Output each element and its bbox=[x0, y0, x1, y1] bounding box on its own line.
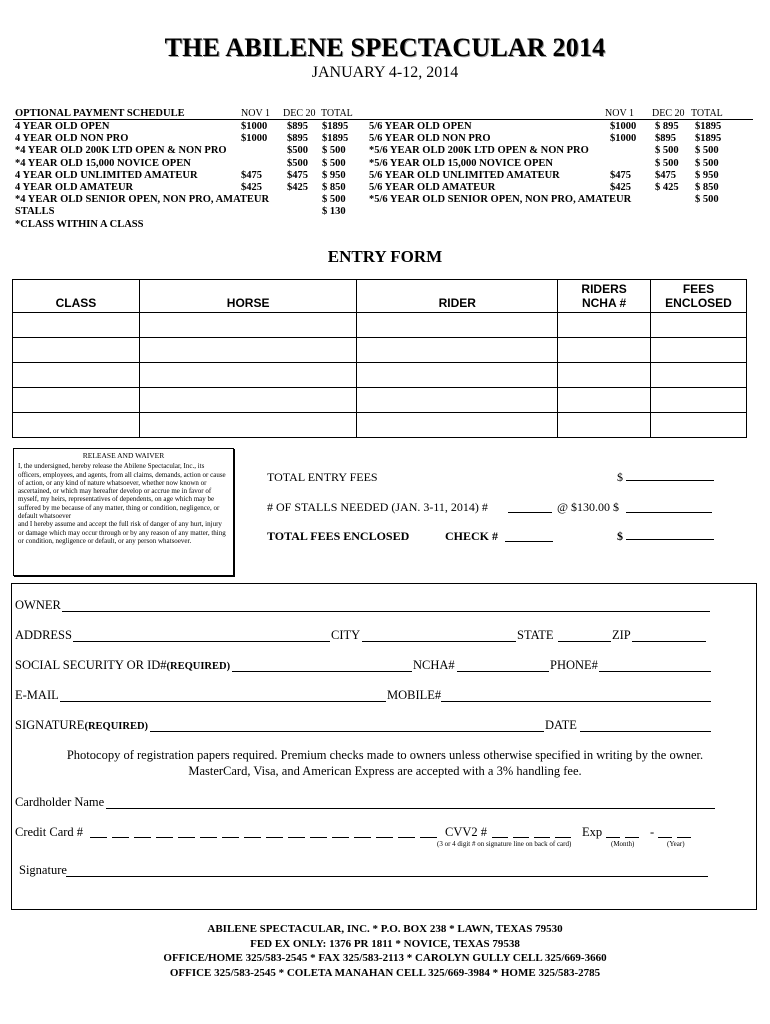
mobile-label: MOBILE# bbox=[387, 688, 442, 702]
city-label: CITY bbox=[331, 628, 361, 642]
email-field[interactable] bbox=[60, 688, 386, 702]
schedule-nov-value: $1000 bbox=[241, 133, 268, 145]
schedule-total-value: $1895 bbox=[695, 133, 722, 145]
schedule-class-label: *5/6 YEAR OLD SENIOR OPEN, NON PRO, AMATEUR bbox=[369, 194, 632, 206]
schedule-class-label: *5/6 YEAR OLD 200K LTD OPEN & NON PRO bbox=[369, 145, 589, 157]
exp-label: Exp bbox=[582, 825, 603, 839]
digit-blank[interactable] bbox=[112, 827, 129, 838]
schedule-total-value: $1895 bbox=[322, 121, 349, 132]
schedule-class-label: 4 YEAR OLD NON PRO bbox=[15, 133, 129, 145]
schedule-total-value: $ 500 bbox=[322, 194, 346, 206]
ssn-label: SOCIAL SECURITY OR ID#(REQUIRED) bbox=[15, 658, 231, 672]
ncha-cell[interactable] bbox=[558, 313, 651, 338]
total-fees-enclosed-label: TOTAL FEES ENCLOSED bbox=[267, 529, 410, 543]
ncha-cell[interactable] bbox=[558, 338, 651, 363]
cvv2-label: CVV2 # bbox=[445, 825, 488, 839]
schedule-dec-value: $475 bbox=[655, 169, 676, 181]
month-hint: (Month) bbox=[611, 840, 635, 848]
digit-blank[interactable] bbox=[534, 827, 550, 838]
schedule-class-label: 4 YEAR OLD AMATEUR bbox=[15, 182, 134, 193]
footer-line-2: FED EX ONLY: 1376 PR 1811 * NOVICE, TEXAS 79538 bbox=[250, 937, 520, 950]
phone-label: PHONE# bbox=[550, 658, 598, 672]
digit-blank[interactable] bbox=[90, 827, 107, 838]
col-total-left: TOTAL bbox=[321, 108, 353, 119]
stalls-needed-label: # OF STALLS NEEDED (JAN. 3-11, 2014) # bbox=[267, 500, 488, 514]
digit-blank[interactable] bbox=[266, 827, 283, 838]
schedule-class-label: *5/6 YEAR OLD 15,000 NOVICE OPEN bbox=[369, 157, 553, 169]
exp-dash: - bbox=[650, 825, 655, 839]
owner-field[interactable] bbox=[62, 598, 710, 612]
horse-cell[interactable] bbox=[139, 338, 357, 363]
schedule-dec-value: $895 bbox=[287, 133, 308, 145]
rider-cell[interactable] bbox=[357, 413, 558, 438]
schedule-total-value: $ 850 bbox=[695, 182, 719, 193]
fees-cell[interactable] bbox=[651, 313, 747, 338]
digit-blank[interactable] bbox=[658, 827, 672, 838]
digit-blank[interactable] bbox=[222, 827, 239, 838]
schedule-class-label: STALLS bbox=[15, 206, 55, 218]
stalls-count-field[interactable] bbox=[508, 500, 552, 513]
col-nov-left: NOV 1 bbox=[241, 108, 270, 119]
digit-blank[interactable] bbox=[555, 827, 571, 838]
schedule-dec-value: $ 425 bbox=[655, 182, 679, 193]
address-label: ADDRESS bbox=[15, 628, 72, 642]
page-title: THE ABILENE SPECTACULAR 2014 bbox=[164, 33, 606, 62]
schedule-total-value: $ 850 bbox=[322, 182, 346, 193]
col-fees-enclosed: FEES ENCLOSED bbox=[651, 280, 747, 313]
email-label: E-MAIL bbox=[15, 688, 59, 702]
schedule-total-value: $ 950 bbox=[322, 169, 346, 181]
fees-cell[interactable] bbox=[651, 338, 747, 363]
schedule-nov-value: $1000 bbox=[610, 133, 637, 145]
ncha-field[interactable] bbox=[457, 658, 549, 672]
footer-line-3: OFFICE/HOME 325/583-2545 * FAX 325/583-2113 * CAROLYN GULLY CELL 325/669-3660 bbox=[163, 952, 607, 964]
schedule-class-label: 5/6 YEAR OLD AMATEUR bbox=[369, 182, 496, 193]
schedule-nov-value: $475 bbox=[241, 169, 262, 181]
ncha-cell[interactable] bbox=[558, 413, 651, 438]
digit-blank[interactable] bbox=[288, 827, 305, 838]
rider-cell[interactable] bbox=[357, 313, 558, 338]
rider-cell[interactable] bbox=[357, 388, 558, 413]
schedule-class-label: *CLASS WITHIN A CLASS bbox=[15, 218, 144, 230]
schedule-dec-value: $895 bbox=[655, 133, 676, 145]
col-rider: RIDER bbox=[357, 280, 558, 313]
registration-note: Photocopy of registration papers required. Premium checks made to owners unless otherwise specified in writing by the owner. bbox=[66, 748, 704, 762]
waiver-body: I, the undersigned, hereby release the Abilene Spectacular, Inc., its officers, employees, and agents, from all claims, demands, action or cause of action, or any kind of nature whatsoever, whether now known or ascertained, or which may hereafter develop or accrue me in favor of myself, my heirs, representatives of dependents, on age which may be suffered by me because of any matter, thing or condition, negligence, or default whatsoever bbox=[18, 462, 226, 521]
credit-card-field[interactable] bbox=[90, 825, 442, 843]
digit-blank[interactable] bbox=[376, 827, 393, 838]
entry-row[interactable] bbox=[13, 388, 747, 413]
schedule-class-label: 5/6 YEAR OLD OPEN bbox=[369, 121, 472, 132]
schedule-total-value: $ 130 bbox=[322, 206, 346, 218]
schedule-nov-value: $425 bbox=[610, 182, 631, 193]
schedule-total-value: $1895 bbox=[322, 133, 349, 145]
city-field[interactable] bbox=[362, 628, 516, 642]
schedule-heading: OPTIONAL PAYMENT SCHEDULE bbox=[15, 108, 185, 119]
digit-blank[interactable] bbox=[398, 827, 415, 838]
schedule-class-label: *4 YEAR OLD SENIOR OPEN, NON PRO, AMATEUR bbox=[15, 194, 270, 206]
signature-label: SIGNATURE(REQUIRED) bbox=[15, 718, 149, 732]
entry-row[interactable] bbox=[13, 313, 747, 338]
class-cell[interactable] bbox=[13, 313, 140, 338]
zip-label: ZIP bbox=[612, 628, 631, 642]
credit-card-label: Credit Card # bbox=[15, 825, 84, 839]
horse-cell[interactable] bbox=[139, 413, 357, 438]
state-field[interactable] bbox=[558, 628, 611, 642]
col-riders-ncha: RIDERS NCHA # bbox=[558, 280, 651, 313]
schedule-class-label: 5/6 YEAR OLD NON PRO bbox=[369, 133, 491, 145]
signature2-field[interactable] bbox=[66, 863, 708, 877]
schedule-total-value: $ 950 bbox=[695, 169, 719, 181]
rider-cell[interactable] bbox=[357, 338, 558, 363]
digit-blank[interactable] bbox=[156, 827, 173, 838]
zip-field[interactable] bbox=[632, 628, 706, 642]
digit-blank[interactable] bbox=[625, 827, 639, 838]
event-dates: JANUARY 4-12, 2014 bbox=[311, 64, 459, 81]
schedule-total-value: $ 500 bbox=[695, 157, 719, 169]
horse-cell[interactable] bbox=[139, 313, 357, 338]
digit-blank[interactable] bbox=[200, 827, 217, 838]
signature-field[interactable] bbox=[150, 718, 544, 732]
fees-cell[interactable] bbox=[651, 413, 747, 438]
schedule-dec-value: $475 bbox=[287, 169, 308, 181]
schedule-total-value: $1895 bbox=[695, 121, 722, 132]
schedule-nov-value: $475 bbox=[610, 169, 631, 181]
waiver-body-2: and I hereby assume and accept the full risk of danger of any hurt, injury or damage which may occur through or by any reason of any matter, thing or condition, negligence or default, or any person whatsoever. bbox=[18, 520, 226, 545]
schedule-total-value: $ 500 bbox=[322, 157, 346, 169]
digit-blank[interactable] bbox=[513, 827, 529, 838]
card-note: MasterCard, Visa, and American Express are accepted with a 3% handling fee. bbox=[188, 764, 582, 778]
col-total-right: TOTAL bbox=[691, 108, 723, 119]
stalls-total-field[interactable] bbox=[626, 500, 712, 513]
schedule-class-label: *4 YEAR OLD 200K LTD OPEN & NON PRO bbox=[15, 145, 227, 157]
cardholder-label: Cardholder Name bbox=[15, 795, 105, 809]
digit-blank[interactable] bbox=[677, 827, 691, 838]
horse-cell[interactable] bbox=[139, 363, 357, 388]
col-class: CLASS bbox=[13, 280, 140, 313]
schedule-nov-value: $425 bbox=[241, 182, 262, 193]
schedule-dec-value: $425 bbox=[287, 182, 308, 193]
cardholder-field[interactable] bbox=[106, 795, 715, 809]
entry-row[interactable] bbox=[13, 363, 747, 388]
schedule-dec-value: $500 bbox=[287, 157, 308, 169]
ncha-cell[interactable] bbox=[558, 363, 651, 388]
schedule-nov-value: $1000 bbox=[241, 121, 268, 132]
class-cell[interactable] bbox=[13, 338, 140, 363]
schedule-dec-value: $ 500 bbox=[655, 145, 679, 157]
schedule-dec-value: $ 500 bbox=[655, 157, 679, 169]
fees-cell[interactable] bbox=[651, 388, 747, 413]
class-cell[interactable] bbox=[13, 388, 140, 413]
entry-row[interactable] bbox=[13, 338, 747, 363]
schedule-total-value: $ 500 bbox=[322, 145, 346, 157]
schedule-dec-value: $895 bbox=[287, 121, 308, 132]
check-number-label: CHECK # bbox=[445, 529, 499, 543]
schedule-class-label: 5/6 YEAR OLD UNLIMITED AMATEUR bbox=[369, 169, 560, 181]
footer-line-1: ABILENE SPECTACULAR, INC. * P.O. BOX 238 * LAWN, TEXAS 79530 bbox=[207, 923, 563, 935]
entry-row[interactable] bbox=[13, 413, 747, 438]
address-field[interactable] bbox=[73, 628, 330, 642]
ncha-cell[interactable] bbox=[558, 388, 651, 413]
release-waiver-box bbox=[13, 448, 234, 576]
entry-table bbox=[12, 279, 747, 438]
date-label: DATE bbox=[545, 718, 577, 732]
rider-cell[interactable] bbox=[357, 363, 558, 388]
ssn-field[interactable] bbox=[232, 658, 412, 672]
digit-blank[interactable] bbox=[134, 827, 151, 838]
digit-blank[interactable] bbox=[354, 827, 371, 838]
total-fees-field[interactable]: $ bbox=[617, 529, 719, 544]
digit-blank[interactable] bbox=[606, 827, 620, 838]
schedule-dec-value: $500 bbox=[287, 145, 308, 157]
col-horse: HORSE bbox=[139, 280, 357, 313]
digit-blank[interactable] bbox=[332, 827, 349, 838]
digit-blank[interactable] bbox=[178, 827, 195, 838]
digit-blank[interactable] bbox=[244, 827, 261, 838]
class-cell[interactable] bbox=[13, 363, 140, 388]
digit-blank[interactable] bbox=[310, 827, 327, 838]
ncha-label: NCHA# bbox=[413, 658, 455, 672]
total-entry-fees-label: TOTAL ENTRY FEES bbox=[267, 470, 378, 484]
year-hint: (Year) bbox=[667, 840, 685, 848]
check-number-field[interactable] bbox=[505, 529, 553, 542]
schedule-class-label: 4 YEAR OLD UNLIMITED AMATEUR bbox=[15, 169, 198, 181]
digit-blank[interactable] bbox=[492, 827, 508, 838]
digit-blank[interactable] bbox=[420, 827, 437, 838]
col-dec-left: DEC 20 bbox=[283, 108, 316, 119]
schedule-class-label: 4 YEAR OLD OPEN bbox=[15, 121, 110, 132]
footer-line-4: OFFICE 325/583-2545 * COLETA MANAHAN CELL 325/669-3984 * HOME 325/583-2785 bbox=[169, 966, 601, 979]
col-dec-right: DEC 20 bbox=[652, 108, 685, 119]
footer-contact bbox=[0, 922, 770, 980]
waiver-title: RELEASE AND WAIVER bbox=[82, 451, 165, 460]
phone-field[interactable] bbox=[599, 658, 711, 672]
state-label: STATE bbox=[517, 628, 554, 642]
entry-form-title: ENTRY FORM bbox=[327, 247, 443, 266]
signature2-label: Signature bbox=[19, 863, 67, 877]
stalls-price-label: @ $130.00 $ bbox=[557, 500, 620, 514]
class-cell[interactable] bbox=[13, 413, 140, 438]
fees-cell[interactable] bbox=[651, 363, 747, 388]
schedule-dec-value: $ 895 bbox=[655, 121, 679, 132]
horse-cell[interactable] bbox=[139, 388, 357, 413]
col-nov-right: NOV 1 bbox=[605, 108, 634, 119]
total-entry-fees-field[interactable]: $ bbox=[617, 470, 719, 485]
schedule-nov-value: $1000 bbox=[610, 121, 637, 132]
cvv-hint: (3 or 4 digit # on signature line on back of card) bbox=[437, 840, 572, 848]
schedule-total-value: $ 500 bbox=[695, 194, 719, 206]
schedule-total-value: $ 500 bbox=[695, 145, 719, 157]
mobile-field[interactable] bbox=[441, 688, 711, 702]
owner-label: OWNER bbox=[15, 598, 61, 612]
schedule-class-label: *4 YEAR OLD 15,000 NOVICE OPEN bbox=[15, 157, 191, 169]
date-field[interactable] bbox=[580, 718, 711, 732]
